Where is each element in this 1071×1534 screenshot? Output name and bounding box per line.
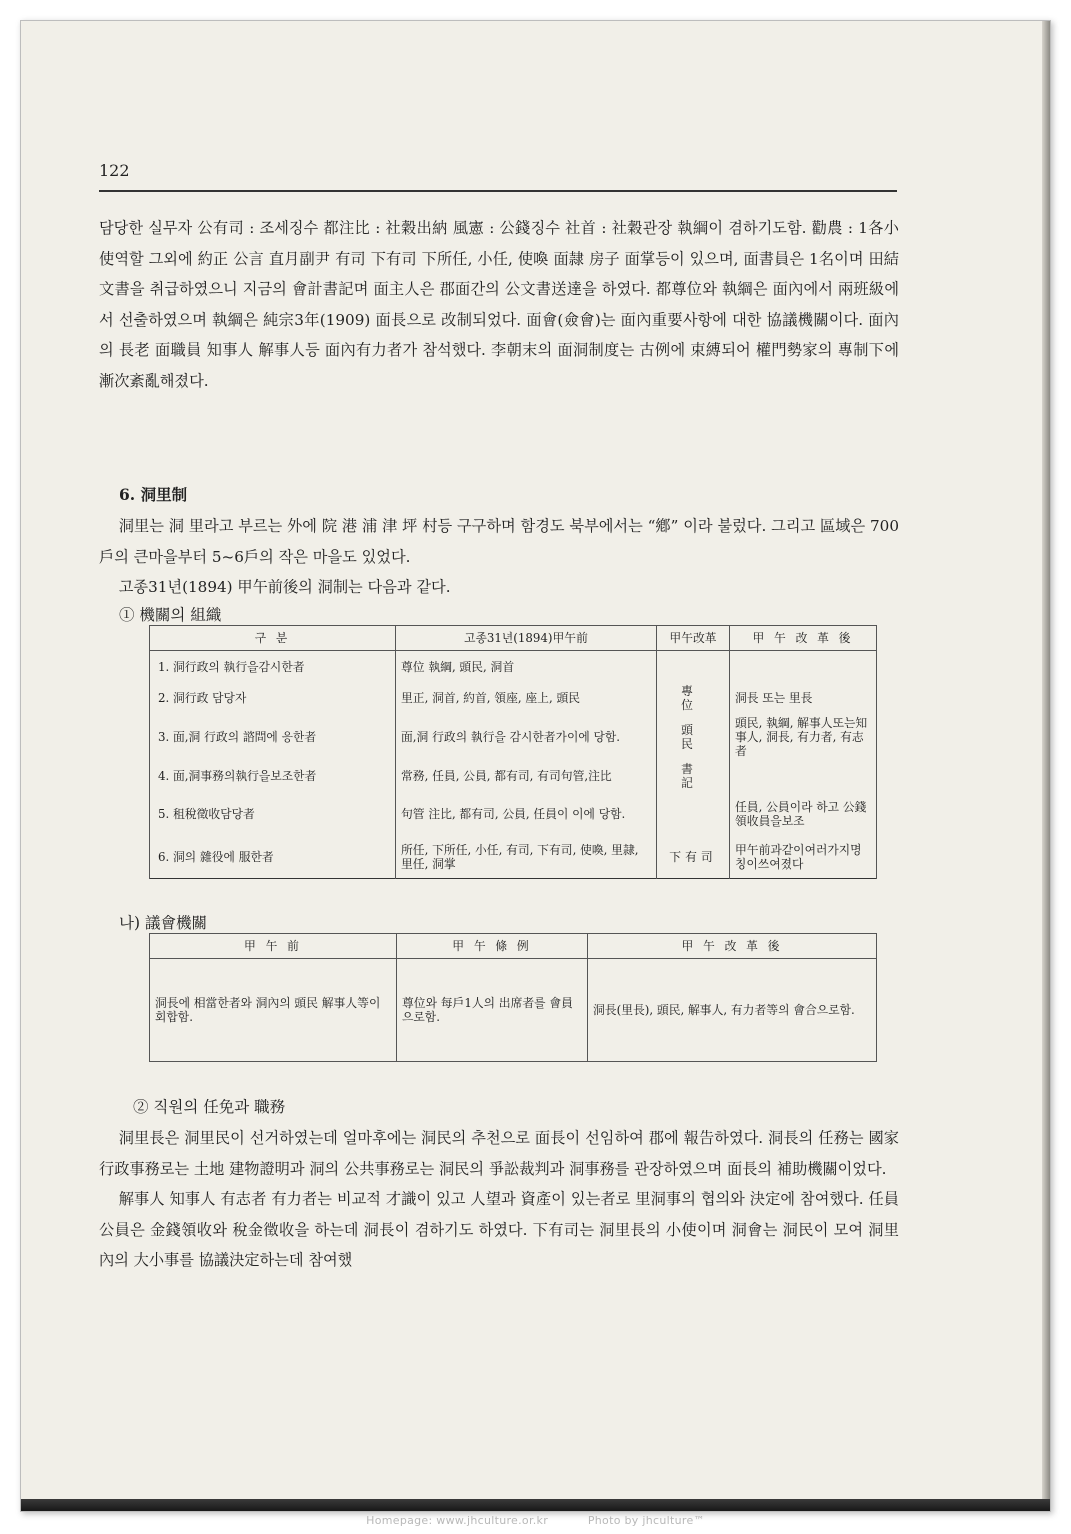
footer-homepage[interactable]: Homepage: www.jhculture.or.kr: [366, 1514, 549, 1527]
council-table: [149, 933, 877, 1062]
council-cell-before: 洞長에 相當한者와 洞內의 頭民 解事人等이 회합함.: [150, 959, 397, 1062]
org-cell-before: 里正, 洞首, 約首, 領座, 座上, 頭民: [396, 682, 657, 714]
table-row: [150, 792, 877, 835]
org-cell-reform: 專 位: [657, 682, 730, 714]
org-cell-before: 常務, 任員, 公員, 都有司, 有司句管,注比: [396, 760, 657, 792]
intro-text: [99, 213, 899, 396]
table-row: [150, 682, 877, 714]
org-cell-reform: [657, 651, 730, 683]
section-6-text: [99, 511, 899, 603]
org-cell-reform: 書 記: [657, 760, 730, 792]
footer: [0, 1514, 1071, 1527]
table-row: [150, 714, 877, 760]
scanned-page: [20, 20, 1051, 1512]
org-cell-category: 4. 面,洞事務의執行을보조한者: [150, 760, 396, 792]
org-cell-before: 句管 注比, 都有司, 公員, 任員이 이에 당함.: [396, 792, 657, 835]
org-cell-reform: 頭 民: [657, 714, 730, 760]
scan-edge-bottom: [21, 1499, 1050, 1511]
section-2-paragraph-1: 洞里長은 洞里民이 선거하였는데 얼마후에는 洞民의 추천으로 面長이 선임하여 郡에 報告하였다. 洞長의 任務는 國家行政事務로는 土地 建物證明과 洞의 公共事務로는 洞民의 爭訟裁判과 洞事務를 관장하였으며 面長의 補助機關이었다.: [99, 1129, 899, 1178]
org-cell-reform: [657, 792, 730, 835]
council-table-caption: 나) 議會機關: [119, 914, 207, 932]
org-cell-after: 甲午前과같이여러가지명칭이쓰여졌다: [730, 835, 877, 879]
org-cell-category: 5. 租稅徵收담당者: [150, 792, 396, 835]
org-cell-category: 1. 洞行政의 執行을감시한者: [150, 651, 396, 683]
org-cell-before: 尊位 執綱, 頭民, 洞首: [396, 651, 657, 683]
council-cell-after: 洞長(里長), 頭民, 解事人, 有力者等의 會合으로함.: [588, 959, 877, 1062]
footer-photo-credit: Photo by jhculture™: [587, 1514, 705, 1527]
org-cell-after: 洞長 또는 里長: [730, 682, 877, 714]
council-header-before: 甲 午 前: [150, 934, 397, 959]
table-row: [150, 760, 877, 792]
section-2-heading: ② 직원의 任免과 職務: [133, 1098, 286, 1116]
org-header-after: 甲 午 改 革 後: [730, 626, 877, 651]
org-cell-after: 任員, 公員이라 하고 公錢領收員을보조: [730, 792, 877, 835]
table-row: [150, 959, 877, 1062]
header-rule: [99, 190, 897, 192]
org-cell-after: 頭民, 執綱, 解事人또는知事人, 洞長, 有力者, 有志者: [730, 714, 877, 760]
org-header-reform: 甲午改革: [657, 626, 730, 651]
org-table-caption: ① 機關의 組織: [119, 606, 222, 624]
org-table: [149, 625, 877, 879]
org-cell-reform: 下有司: [657, 835, 730, 879]
org-cell-before: 所任, 下所任, 小任, 有司, 下有司, 使喚, 里隷, 里任, 洞掌: [396, 835, 657, 879]
council-header-after: 甲 午 改 革 後: [588, 934, 877, 959]
section-6-paragraph-1: 洞里는 洞 里라고 부르는 外에 院 港 浦 津 坪 村등 구구하며 함경도 북부에서는 “鄕” 이라 불렀다. 그리고 區域은 700戶의 큰마을부터 5~6戶의 작은 마을도 있었다.: [99, 517, 899, 566]
scan-edge-right: [1042, 21, 1050, 1511]
org-cell-after: [730, 760, 877, 792]
org-cell-before: 面,洞 行政의 執行을 감시한者가이에 당함.: [396, 714, 657, 760]
org-header-category: 구 분: [150, 626, 396, 651]
section-6-paragraph-2: 고종31년(1894) 甲午前後의 洞制는 다음과 같다.: [118, 578, 451, 596]
org-cell-after: [730, 651, 877, 683]
page-number: 122: [99, 161, 130, 180]
section-2-text: [99, 1123, 899, 1276]
org-header-before: 고종31년(1894)甲午前: [396, 626, 657, 651]
council-header-ordinance: 甲 午 條 例: [397, 934, 588, 959]
org-cell-category: 2. 洞行政 담당자: [150, 682, 396, 714]
intro-paragraph: 담당한 실무자 公有司 : 조세징수 都注比 : 社穀出納 風憲 : 公錢징수 社首 : 社穀관장 執綱이 겸하기도함. 勸農 : 1各小使역할 그외에 約正 公言 直月副尹 有司 下有司 下所任, 小任, 使喚 面隷 房子 面掌등이 있으며, 面書員은 1名이며 田結文書을 취급하였으니 지금의 會計書記며 面主人은 郡面간의 公文書送達을 하였다. 都尊位와 執綱은 面內에서 兩班級에서 선출하였으며 執綱은 純宗3年(1909) 面長으로 改制되었다. 面會(僉會)는 面內重要사항에 대한 協議機關이다. 面內의 長老 面職員 知事人 解事人등 面內有力者가 참석했다. 李朝末의 面洞制度는 古例에 束縛되어 權門勢家의 專制下에 漸次紊亂해졌다.: [99, 219, 899, 390]
org-cell-category: 6. 洞의 雜役에 服한者: [150, 835, 396, 879]
table-row: [150, 651, 877, 683]
section-6-heading: 6. 洞里制: [119, 485, 188, 504]
table-row: [150, 835, 877, 879]
section-2-paragraph-2: 解事人 知事人 有志者 有力者는 비교적 才識이 있고 人望과 資產이 있는者로 里洞事의 협의와 決定에 참여했다. 任員 公員은 金錢領收와 稅金徵收을 하는데 洞長이 겸하기도 하였다. 下有司는 洞里長의 小使이며 洞會는 洞民이 모여 洞里內의 大小事를 協議決定하는데 참여했: [99, 1190, 899, 1269]
org-cell-category: 3. 面,洞 行政의 諮問에 응한者: [150, 714, 396, 760]
council-cell-ordinance: 尊位와 每戶1人의 出席者를 會員으로함.: [397, 959, 588, 1062]
